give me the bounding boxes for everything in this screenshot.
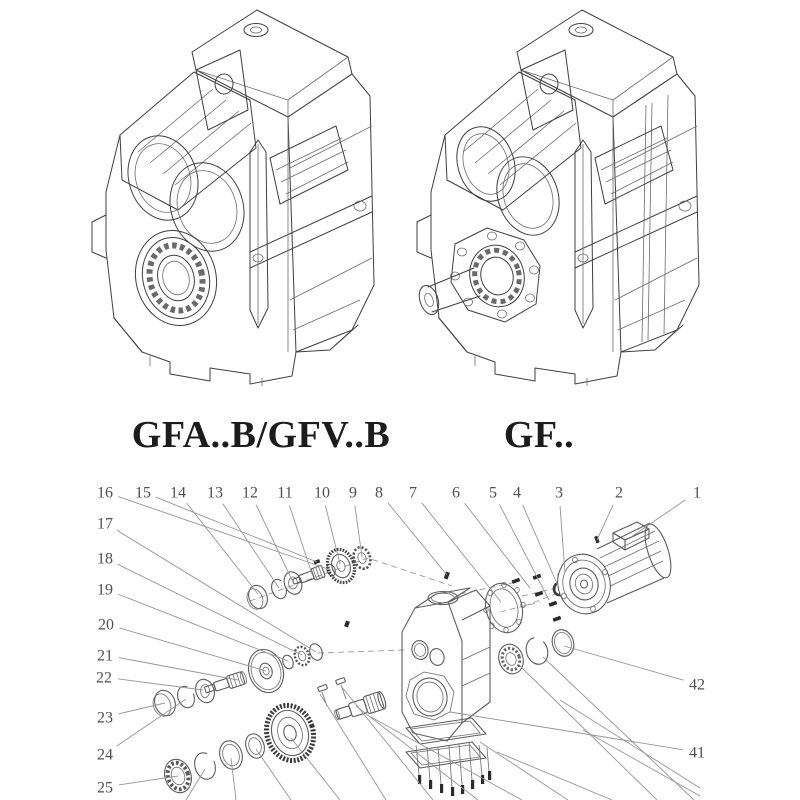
- part-number-5: 5: [489, 484, 497, 502]
- part-number-23: 23: [97, 709, 113, 727]
- part-number-7: 7: [409, 484, 417, 502]
- part-number-1: 1: [693, 484, 701, 502]
- part-number-14: 14: [170, 484, 186, 502]
- part-number-9: 9: [349, 484, 357, 502]
- part-number-18: 18: [97, 550, 113, 568]
- part-number-11: 11: [277, 484, 293, 502]
- part-number-42: 42: [689, 676, 705, 694]
- part-number-13: 13: [207, 484, 223, 502]
- part-number-25: 25: [97, 779, 113, 797]
- part-number-2: 2: [615, 484, 623, 502]
- part-number-4: 4: [513, 484, 521, 502]
- part-number-6: 6: [452, 484, 460, 502]
- model-label-gf: GF..: [503, 414, 575, 456]
- part-number-41: 41: [689, 744, 705, 762]
- part-number-8: 8: [375, 484, 383, 502]
- part-number-20: 20: [98, 616, 114, 634]
- part-number-12: 12: [242, 484, 258, 502]
- part-number-17: 17: [97, 515, 113, 533]
- part-number-3: 3: [555, 484, 563, 502]
- part-number-15: 15: [135, 484, 151, 502]
- part-number-10: 10: [314, 484, 330, 502]
- part-number-21: 21: [97, 647, 113, 665]
- part-number-16: 16: [97, 484, 113, 502]
- part-number-19: 19: [97, 581, 113, 599]
- model-label-gfab: GFA..B/GFV..B: [131, 414, 391, 456]
- part-number-24: 24: [97, 746, 113, 764]
- part-number-22: 22: [96, 669, 112, 687]
